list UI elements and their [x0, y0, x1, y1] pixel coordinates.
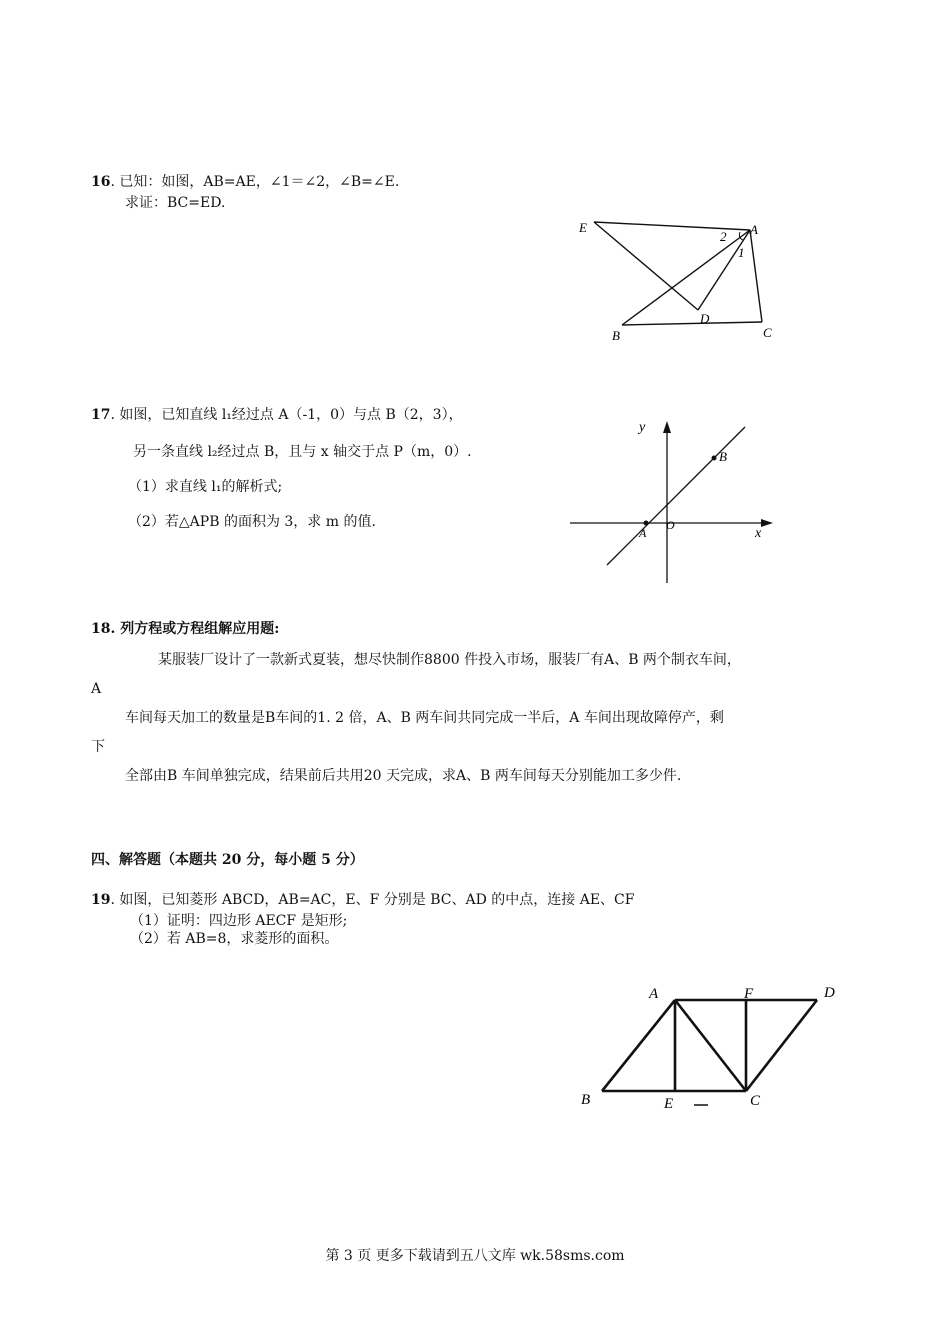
- q18-heading: [91, 620, 279, 638]
- q16-figure: [570, 210, 790, 350]
- q16-label-2: 2: [720, 229, 727, 244]
- q17-figure: [565, 415, 780, 590]
- q19-label-A: A: [649, 986, 659, 1002]
- q16-label-C: C: [763, 325, 772, 340]
- q16-text: [91, 173, 399, 191]
- q16-line2: 求证：BC=ED.: [125, 195, 226, 211]
- q19-label-C: C: [750, 1093, 761, 1109]
- q17-line4: （2）若△APB 的面积为 3，求 m 的值.: [128, 514, 376, 530]
- q17-y-arrow: [663, 421, 671, 433]
- q19-label-B: B: [581, 1092, 591, 1108]
- q19-edge-AB: [602, 1000, 675, 1091]
- q19-line3: （2）若 AB=8，求菱形的面积。: [130, 931, 339, 947]
- q17-x-arrow: [761, 519, 773, 527]
- q16-label-1: 1: [738, 245, 745, 260]
- q17-number: 17: [91, 407, 111, 423]
- q16-label-D: D: [700, 311, 710, 326]
- q17-text: [91, 406, 463, 424]
- q16-edge-BC: [622, 322, 762, 325]
- q17-label-O: O: [666, 518, 675, 532]
- section4-title: 四、解答题（本题共 20 分，每小题 5 分）: [91, 852, 364, 868]
- q19-label-F: F: [744, 986, 754, 1002]
- q17-line-l1: [607, 427, 745, 565]
- q18-line1b: A: [91, 681, 102, 697]
- q19-figure: [578, 980, 843, 1120]
- q19-number: 19: [91, 892, 111, 908]
- q17-label-B: B: [719, 449, 727, 464]
- q16-number: 16: [91, 174, 111, 190]
- q17-label-A: A: [639, 526, 647, 540]
- q19-label-D: D: [824, 985, 835, 1001]
- q17-line3: （1）求直线 l₁的解析式;: [128, 479, 283, 495]
- page-footer: 第 3 页 更多下载请到五八文库 wk.58sms.com: [325, 1248, 625, 1264]
- q19-edge-DC: [746, 1000, 817, 1091]
- q16-edge-ED: [594, 222, 698, 310]
- q18-line2b: 下: [91, 739, 105, 755]
- q17-line1: . 如图，已知直线 l₁经过点 A（-1，0）与点 B（2，3），: [110, 407, 463, 423]
- q19-label-E: E: [664, 1096, 674, 1112]
- q19-edge-AC: [675, 1000, 746, 1091]
- q16-edge-EA: [594, 222, 750, 230]
- q17-label-y: y: [639, 420, 646, 435]
- q16-label-B: B: [612, 328, 620, 343]
- q18-line2: 车间每天加工的数量是B车间的1. 2 倍，A、B 两车间共同完成一半后，A 车间出现故障停产，剩: [125, 710, 724, 726]
- q19-line2: （1）证明：四边形 AECF 是矩形;: [130, 913, 348, 929]
- q17-line2: 另一条直线 l₂经过点 B，且与 x 轴交于点 P（m，0）.: [133, 444, 472, 460]
- q17-point-B: [712, 456, 717, 461]
- q19-line1: . 如图，已知菱形 ABCD，AB=AC，E、F 分别是 BC、AD 的中点，连接 AE、CF: [110, 892, 635, 908]
- q18-title: . 列方程或方程组解应用题:: [110, 621, 280, 637]
- q16-line1: . 已知：如图，AB=AE，∠1＝∠2，∠B=∠E.: [110, 174, 400, 190]
- q18-line1: 某服装厂设计了一款新式夏装，想尽快制作8800 件投入市场，服装厂有A、B 两个制衣车间，: [158, 652, 741, 668]
- q16-label-E: E: [579, 220, 587, 235]
- q16-label-A: A: [750, 222, 758, 237]
- q18-number: 18: [91, 621, 111, 637]
- q16-edge-AB: [622, 230, 750, 325]
- q17-label-x: x: [755, 526, 762, 541]
- q19-text: [91, 891, 634, 909]
- q16-edge-AC: [750, 230, 762, 322]
- q18-line3: 全部由B 车间单独完成，结果前后共用20 天完成，求A、B 两车间每天分别能加工多少件.: [125, 768, 682, 784]
- q17-point-A: [644, 521, 649, 526]
